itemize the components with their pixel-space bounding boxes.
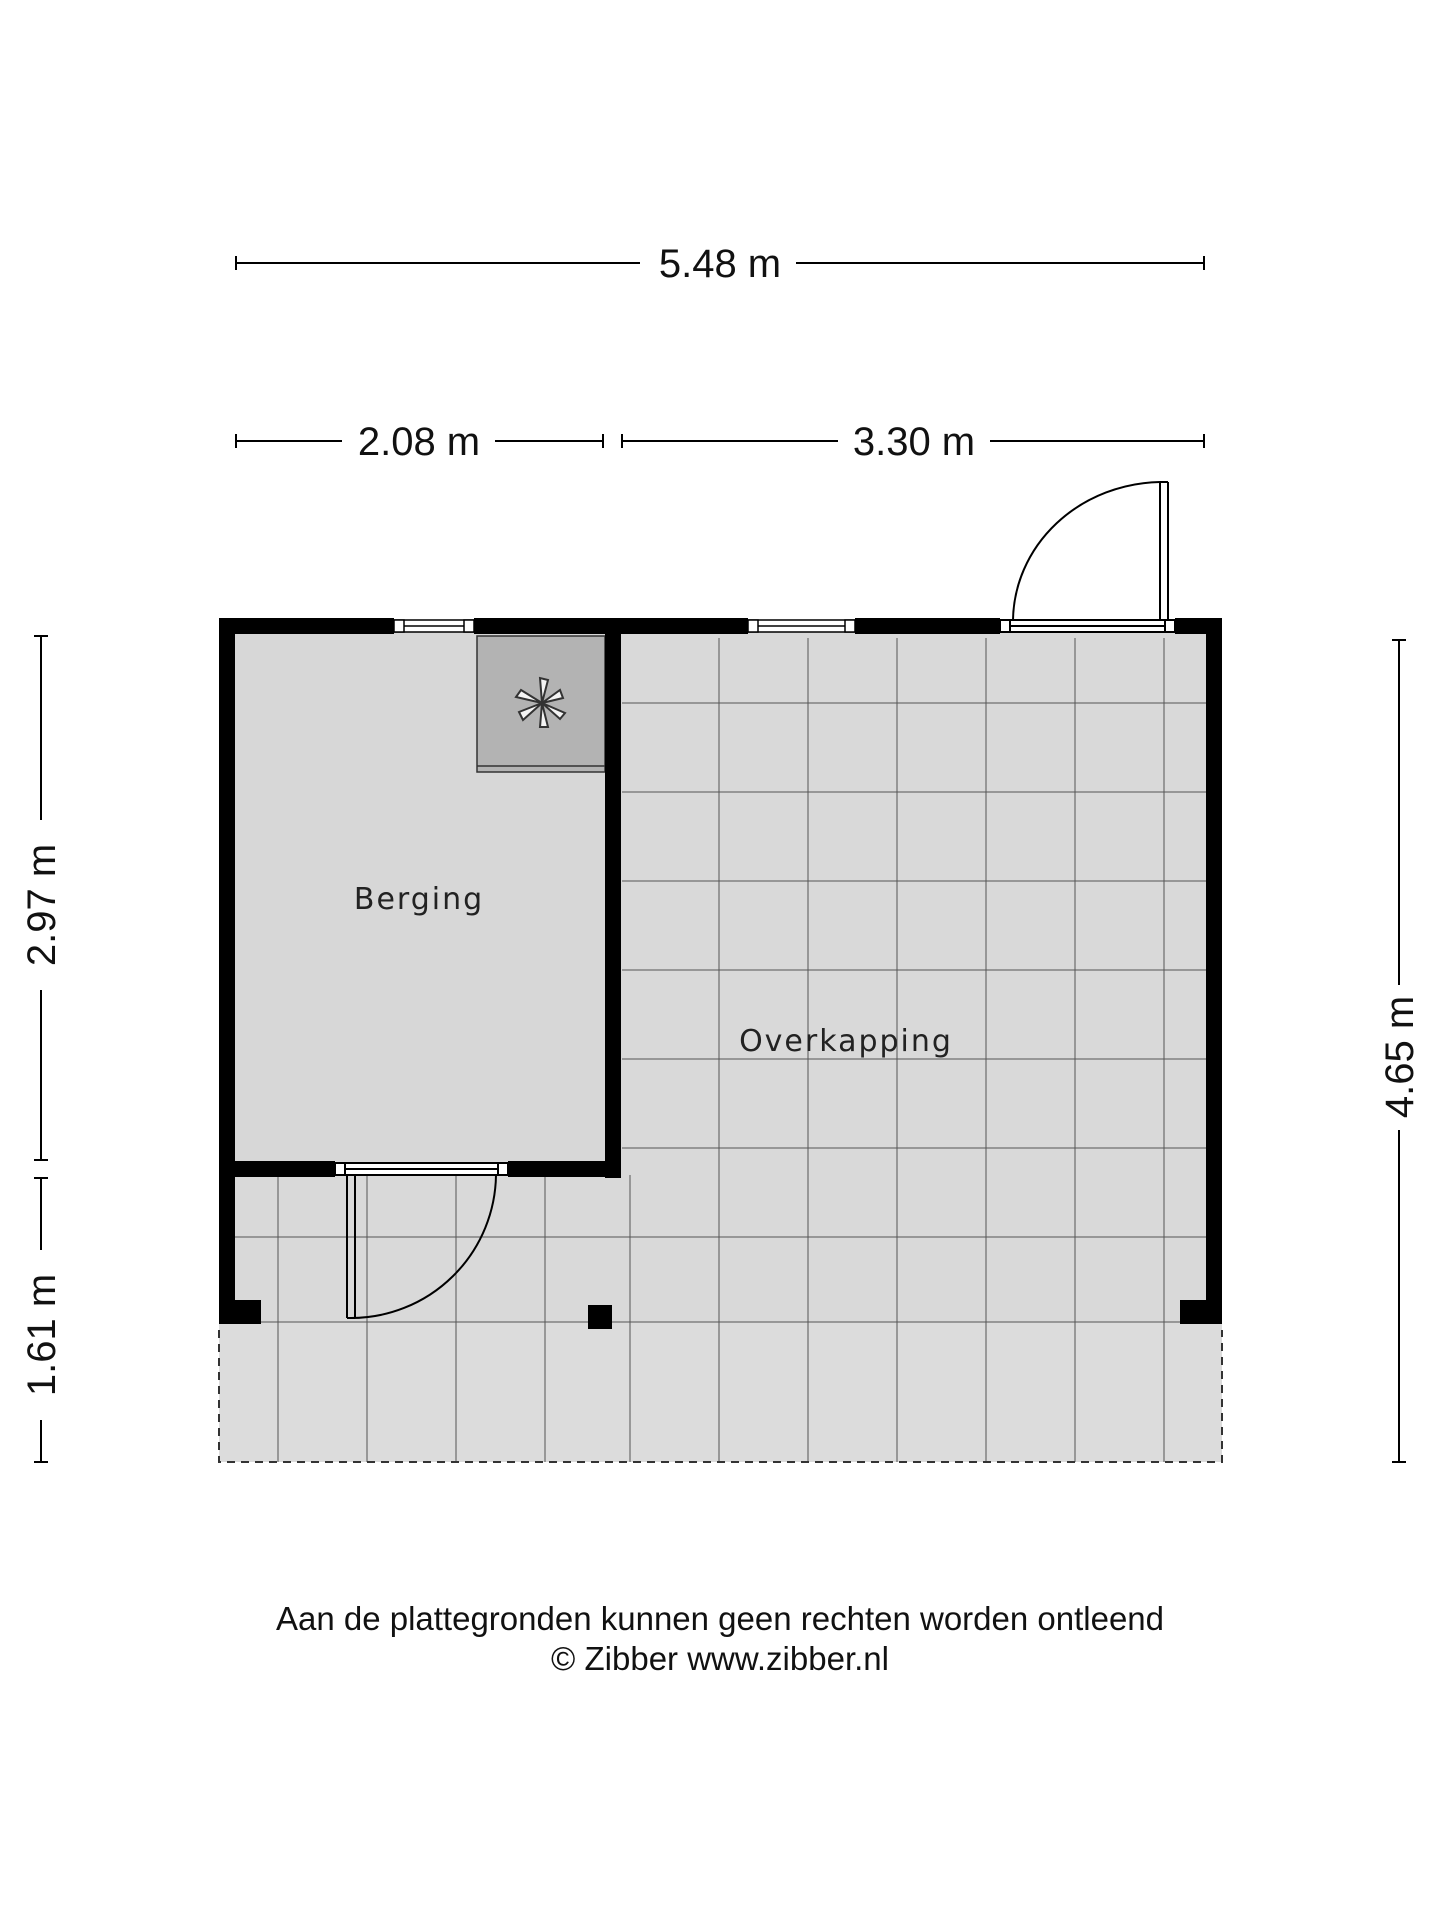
copyright-text: © Zibber www.zibber.nl	[551, 1640, 889, 1677]
dim-total-depth: 4.65 m	[1378, 995, 1422, 1119]
dim-total-width: 5.48 m	[658, 242, 782, 286]
door-back	[1000, 482, 1175, 632]
window-berging	[394, 620, 474, 632]
pillar	[588, 1305, 612, 1329]
dim-front-depth: 1.61 m	[20, 1273, 64, 1397]
dim-berging-depth: 2.97 m	[20, 843, 64, 967]
disclaimer-text: Aan de plattegronden kunnen geen rechten worden ontleend	[275, 1600, 1165, 1637]
dim-berging-width: 2.08 m	[357, 420, 481, 464]
window-overkapping	[748, 620, 855, 632]
terrace-floor	[219, 1322, 1222, 1462]
room-label-overkapping: Overkapping	[739, 1024, 953, 1059]
dim-overkapping-width: 3.30 m	[852, 420, 976, 464]
room-label-berging: Berging	[353, 882, 485, 917]
